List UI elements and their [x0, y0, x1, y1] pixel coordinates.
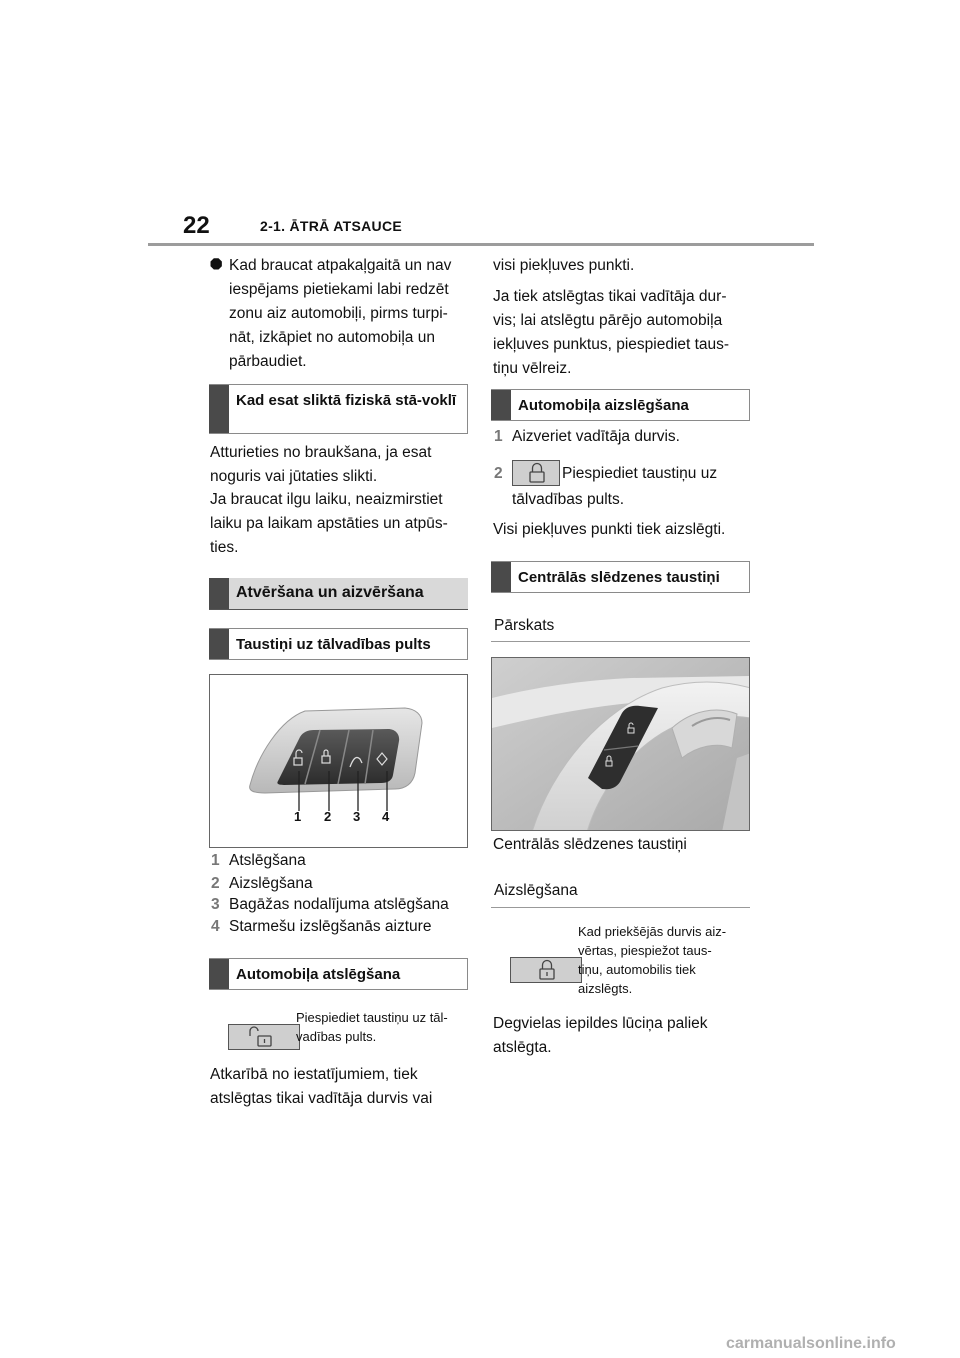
text-line: iekļuves punktus, piespiediet taus- — [493, 336, 730, 353]
lock-note — [578, 922, 750, 998]
step-2-text: Piespiediet taustiņu uz — [562, 465, 718, 482]
legend-item-1 — [211, 850, 306, 872]
text-line: laiku pa laikam apstāties un atpūs- — [210, 515, 448, 532]
text-line: Ja tiek atslēgtas tikai vadītāja dur- — [493, 288, 727, 305]
text-line: aizslēgts. — [578, 981, 633, 996]
text-line: tiņu vēlreiz. — [493, 360, 572, 377]
subheading-rule — [491, 641, 750, 642]
heading-text: Centrālās slēdzenes taustiņi — [518, 569, 720, 586]
legend-number: 2 — [211, 875, 220, 892]
text-line: zonu aiz automobiļi, pirms turpi- — [229, 305, 448, 322]
step-2-text-cont: tālvadības pults. — [512, 491, 625, 508]
paragraph-settings — [210, 1063, 470, 1111]
heading-text: Kad esat sliktā fiziskā stā-voklī — [236, 392, 457, 409]
text-line: vadības pults. — [296, 1029, 377, 1044]
unlock-key-icon — [228, 1024, 300, 1050]
heading-text: Automobiļa aizslēgšana — [518, 397, 689, 414]
heading-bar — [491, 562, 511, 592]
text-line: pārbaudiet. — [229, 353, 307, 370]
text-line: nāt, izkāpiet no automobiļa un — [229, 329, 435, 346]
legend-number: 1 — [211, 852, 220, 869]
text-line: Piespiediet taustiņu uz tāl- — [296, 1010, 448, 1025]
step-number: 2 — [494, 465, 503, 482]
heading-bar — [209, 629, 229, 659]
page-number: 22 — [183, 212, 210, 239]
heading-bar — [209, 578, 229, 609]
subheading-rule — [491, 907, 750, 908]
legend-item-4 — [211, 916, 431, 938]
text-line: visi piekļuves punkti. — [493, 257, 635, 274]
callout-2: 2 — [324, 809, 332, 824]
step-number: 1 — [494, 428, 503, 445]
paragraph-access-points — [493, 254, 753, 278]
bullet-dot: ⯃ — [210, 257, 223, 274]
heading-central-lock — [491, 561, 750, 593]
watermark: carmanualsonline.info — [726, 1335, 896, 1352]
door-panel-illustration — [492, 658, 750, 831]
section-title: 2-1. ĀTRĀ ATSAUCE — [260, 218, 402, 234]
subheading-overview: Pārskats — [494, 617, 555, 634]
text-line: atslēgta. — [493, 1039, 552, 1056]
text-line: vis; lai atslēgtu pārējo automobiļa — [493, 312, 723, 329]
key-fob-illustration — [210, 675, 468, 848]
unlock-note — [296, 1008, 468, 1046]
callout-3: 3 — [353, 809, 361, 824]
paragraph-driver-door — [493, 285, 753, 381]
figure-caption: Centrālās slēdzenes taustiņi — [493, 836, 687, 853]
legend-text: Aizslēgšana — [229, 875, 313, 892]
legend-item-2 — [211, 873, 313, 895]
text-line: noguris vai jūtaties slikti. — [210, 468, 378, 485]
text-line: tiņu, automobilis tiek — [578, 962, 696, 977]
legend-number: 3 — [211, 896, 220, 913]
paragraph-all-locked: Visi piekļuves punkti tiek aizslēgti. — [493, 521, 726, 538]
lock-key-icon-inline — [512, 460, 560, 486]
legend-item-3 — [211, 894, 449, 916]
text-line: atslēgtas tikai vadītāja durvis vai — [210, 1090, 433, 1107]
heading-bar — [209, 385, 229, 433]
legend-number: 4 — [211, 918, 220, 935]
text-line: Kad priekšējās durvis aiz- — [578, 924, 727, 939]
heading-text: Atvēršana un aizvēršana — [236, 584, 424, 601]
text-line: Ja braucat ilgu laiku, neaizmirstiet — [210, 491, 443, 508]
central-lock-figure — [491, 657, 750, 831]
heading-unlock — [209, 958, 468, 990]
legend-text: Atslēgšana — [229, 852, 306, 869]
step-2 — [494, 463, 512, 485]
heading-bar — [209, 959, 229, 989]
heading-physical-state — [209, 384, 468, 434]
paragraph-rest — [210, 441, 470, 489]
callout-1: 1 — [294, 809, 302, 824]
callout-4: 4 — [382, 809, 390, 824]
legend-text: Bagāžas nodalījuma atslēgšana — [229, 896, 449, 913]
text-line: ties. — [210, 539, 239, 556]
heading-text: Taustiņi uz tālvadības pults — [236, 636, 431, 653]
heading-bar — [491, 390, 511, 420]
bullet-text — [229, 254, 473, 374]
step-1 — [494, 426, 680, 448]
heading-open-close — [209, 578, 468, 610]
paragraph-long-drive — [210, 488, 470, 560]
text-line: Atturieties no braukšana, ja esat — [210, 444, 432, 461]
legend-text: Starmešu izslēgšanās aizture — [229, 918, 432, 935]
lock-key-icon — [510, 957, 582, 983]
text-line: iespējams pietiekami labi redzēt — [229, 281, 449, 298]
text-line: Kad braucat atpakaļgaitā un nav — [229, 257, 452, 274]
heading-text: Automobiļa atslēgšana — [236, 966, 401, 983]
header-rule — [148, 243, 814, 246]
heading-remote-buttons — [209, 628, 468, 660]
text-line: Atkarībā no iestatījumiem, tiek — [210, 1066, 418, 1083]
heading-lock — [491, 389, 750, 421]
text-line: vērtas, piespiežot taus- — [578, 943, 712, 958]
key-fob-figure — [209, 674, 468, 848]
step-text: Aizveriet vadītāja durvis. — [512, 428, 680, 445]
text-line: Degvielas iepildes lūciņa paliek — [493, 1015, 708, 1032]
subheading-locking: Aizslēgšana — [494, 882, 578, 899]
paragraph-fuel-flap — [493, 1012, 753, 1060]
